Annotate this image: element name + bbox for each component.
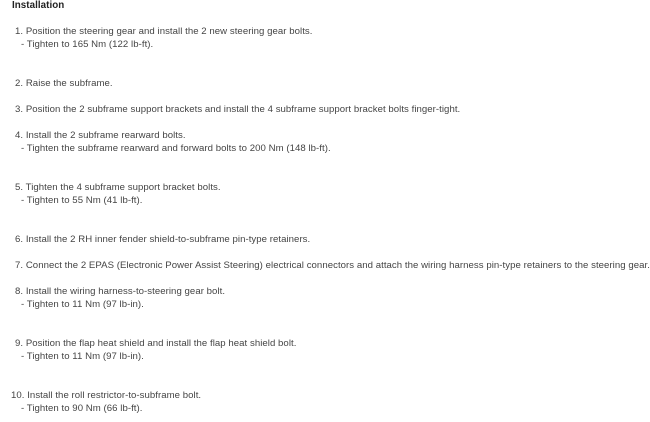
step-4-detail: - Tighten the subframe rearward and forward bolts to 200 Nm (148 lb-ft). [21,143,331,154]
step-number: 7. [15,260,24,271]
step-8 [15,286,225,298]
step-text: Install the roll restrictor-to-subframe bolt. [27,390,202,401]
step-text: Install the 2 RH inner fender shield-to-subframe pin-type retainers. [25,234,311,245]
step-5 [15,182,221,194]
step-9 [15,338,296,350]
step-number: 1. [15,26,24,37]
step-text: Position the 2 subframe support brackets and install the 4 subframe support bracket bolts finger-tight. [25,104,461,115]
step-1 [15,26,312,38]
step-8-detail: - Tighten to 11 Nm (97 lb-in). [21,299,144,310]
section-heading: Installation [12,0,65,11]
step-3 [15,104,460,116]
step-text: Raise the subframe. [25,78,113,89]
step-number: 8. [15,286,24,297]
step-text: Connect the 2 EPAS (Electronic Power Assist Steering) electrical connectors and attach the wiring harness pin-type retainers to the steering gear. [25,260,650,271]
step-4 [15,130,186,142]
step-7 [15,260,650,272]
step-number: 6. [15,234,24,245]
step-2 [15,78,113,90]
step-text: Position the flap heat shield and install the flap heat shield bolt. [25,338,297,349]
step-number: 5. [15,182,24,193]
step-9-detail: - Tighten to 11 Nm (97 lb-in). [21,351,144,362]
step-number: 3. [15,104,24,115]
step-text: Install the wiring harness-to-steering gear bolt. [25,286,226,297]
step-6 [15,234,310,246]
step-number: 9. [15,338,24,349]
step-text: Position the steering gear and install the 2 new steering gear bolts. [25,26,313,37]
step-5-detail: - Tighten to 55 Nm (41 lb-ft). [21,195,143,206]
step-number: 10. [11,390,25,401]
step-10-detail: - Tighten to 90 Nm (66 lb-ft). [21,403,143,414]
step-1-detail: - Tighten to 165 Nm (122 lb-ft). [21,39,154,50]
step-number: 4. [15,130,24,141]
step-number: 2. [15,78,24,89]
step-text: Tighten the 4 subframe support bracket bolts. [25,182,221,193]
step-text: Install the 2 subframe rearward bolts. [25,130,186,141]
step-10 [11,390,201,402]
